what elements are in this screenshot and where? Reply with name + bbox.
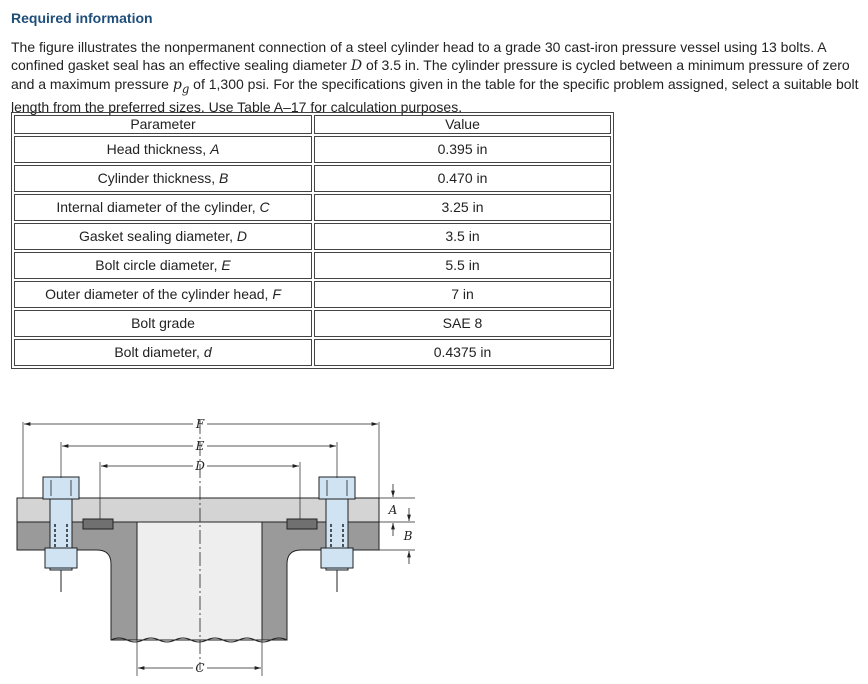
parameter-cell: Internal diameter of the cylinder, C	[14, 194, 312, 221]
dimension-A	[388, 484, 398, 536]
parameter-variable: A	[210, 141, 220, 157]
table-row	[14, 194, 611, 221]
parameter-variable: d	[203, 344, 212, 360]
label-A: A	[388, 503, 398, 517]
value-cell: 3.25 in	[314, 194, 611, 221]
header-parameter: Parameter	[14, 115, 312, 134]
table-row	[14, 339, 611, 366]
value-cell: 0.470 in	[314, 165, 611, 192]
parameter-variable: D	[236, 228, 248, 244]
value-cell: 0.4375 in	[314, 339, 611, 366]
value-cell: SAE 8	[314, 310, 611, 337]
problem-text-1: The figure illustrates the nonpermanent connection of a steel cylinder head to a grade 30 cast-iron pressure vessel using 13 bolts. A confined gasket seal has an effective sealing diameter	[11, 39, 826, 74]
parameter-cell: Outer diameter of the cylinder head, F	[14, 281, 312, 308]
parameter-cell: Bolt circle diameter, E	[14, 252, 312, 279]
table-row	[14, 136, 611, 163]
dimension-B	[403, 508, 413, 564]
problem-statement	[11, 38, 861, 117]
table-row	[14, 165, 611, 192]
parameter-variable: F	[272, 286, 281, 302]
label-C: C	[195, 661, 205, 675]
bolted-joint-figure	[11, 400, 431, 680]
label-B: B	[403, 529, 413, 543]
label-F: F	[195, 417, 205, 431]
value-cell: 0.395 in	[314, 136, 611, 163]
value-cell: 7 in	[314, 281, 611, 308]
table-row	[14, 223, 611, 250]
parameter-variable: C	[259, 199, 270, 215]
var-p: $p_g$	[172, 77, 190, 97]
table-row	[14, 310, 611, 337]
dimension-C	[138, 661, 261, 675]
gasket-left	[83, 519, 113, 529]
page-heading: Required information	[11, 10, 153, 26]
table-header-row	[14, 115, 611, 134]
parameter-cell: Cylinder thickness, B	[14, 165, 312, 192]
label-E: E	[195, 439, 205, 453]
parameter-cell: Bolt grade	[14, 310, 312, 337]
value-cell: 3.5 in	[314, 223, 611, 250]
problem-text-2: of 3.5 in. The cylinder pressure is cycled between a minimum pressure of zero and a maximum pressure	[11, 57, 850, 93]
parameter-cell: Gasket sealing diameter, D	[14, 223, 312, 250]
parameter-cell: Bolt diameter, d	[14, 339, 312, 366]
table-row	[14, 252, 611, 279]
var-D: D	[350, 58, 363, 75]
var-p-subscript: g	[181, 82, 190, 97]
parameter-variable: E	[221, 257, 231, 273]
vessel-bore	[137, 522, 262, 640]
problem-text-3: of 1,300 psi. For the specifications given in the table for the specific problem assigned, select a suitable bolt length from the preferred sizes. Use Table A–17 for calculation purposes.	[11, 76, 859, 116]
dimension-F	[24, 417, 378, 431]
specifications-table	[11, 112, 614, 369]
value-cell: 5.5 in	[314, 252, 611, 279]
dimension-E	[62, 439, 336, 453]
header-value: Value	[314, 115, 611, 134]
dimension-D	[101, 459, 299, 473]
label-D: D	[195, 459, 205, 473]
parameter-variable: B	[219, 170, 229, 186]
table-row	[14, 281, 611, 308]
gasket-right	[287, 519, 317, 529]
parameter-cell: Head thickness, A	[14, 136, 312, 163]
